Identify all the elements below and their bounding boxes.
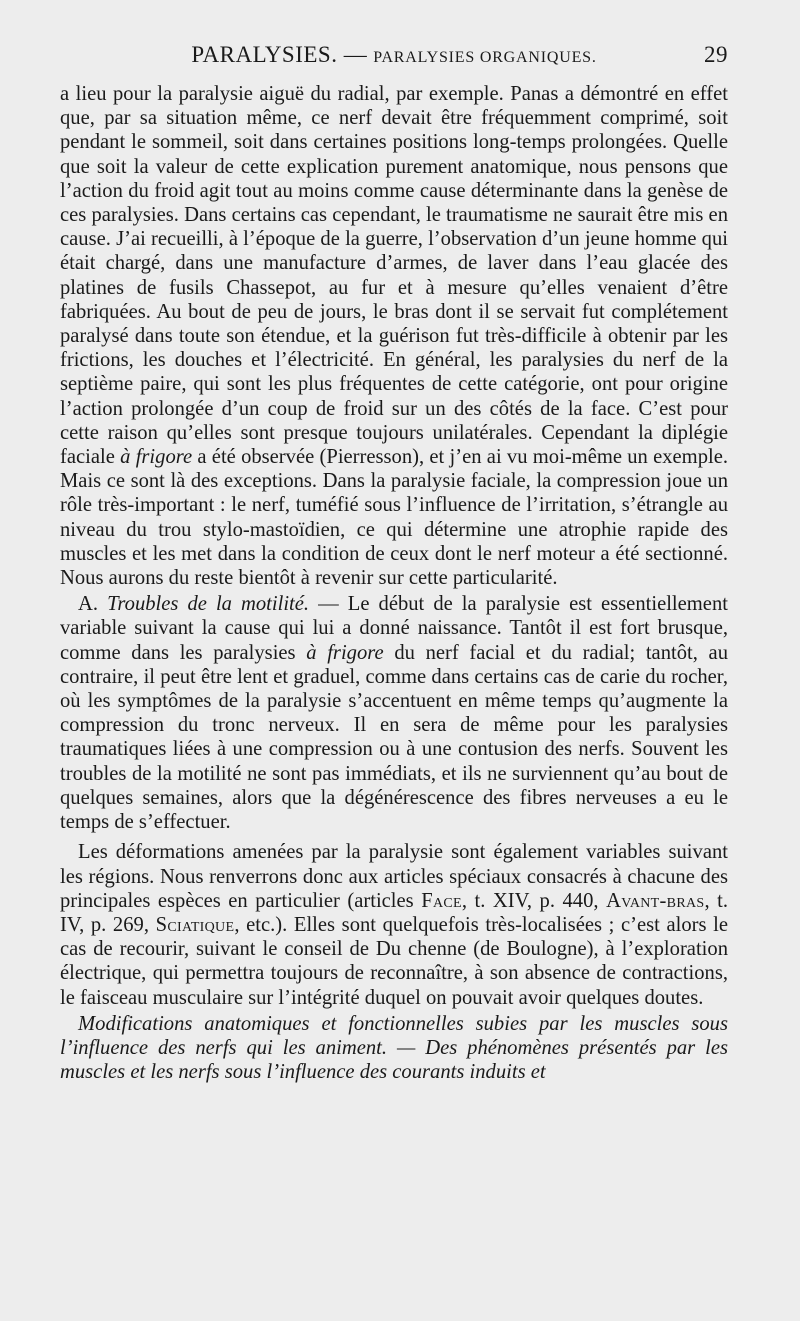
paragraph-2-italic: à frigore xyxy=(306,641,384,664)
running-header xyxy=(60,42,728,82)
running-subtitle: PARALYSIES ORGANIQUES. xyxy=(373,49,597,66)
body-text xyxy=(60,82,728,1084)
section-label: A. xyxy=(78,593,99,616)
paragraph-1-italic: à frigore xyxy=(120,446,193,469)
paragraph-3-text-3: , t. IV, p. 269, xyxy=(60,889,729,936)
paragraph-1 xyxy=(60,82,728,590)
paragraph-1-text: a lieu pour la paralysie aiguë du radial, par exemple. Panas a démontré en effet que, par sa situation même, ce nerf devait être fréquemment comprimé, soit pendant le sommeil, soit dans certaines positions long-temps prolongées. Quelle que soit la valeur de cette explication purement anatomique, nous pensons que l’action du froid agit tout au moins comme cause déterminante dans la genèse de ces paralysies. Dans certains cas cependant, le traumatisme ne saurait être mis en cause. J’ai recueilli, à l’époque de la guerre, l’observation d’un jeune homme qui était chargé, dans une manufacture d’armes, de laver dans l’eau glacée des platines de fusils Chassepot, au fur et à mesure qu’elles venaient d’être fabriquées. Au bout de peu de jours, le bras dont il se servait fut complétement paralysé dans toute son étendue, et la guérison fut très-difficile à obtenir par les frictions, les douches et l’électricité. En général, les paralysies du nerf de la septième paire, qui sont les plus fréquentes de cette catégorie, ont pour origine l’action prolongée d’un coup de froid sur un des côtés de la face. C’est pour cette raison qu’elles sont presque toujours unilatérales. Cependant la diplégie faciale xyxy=(60,83,728,469)
paragraph-3-text: Les déformations amenées par la paralysie sont également variables suivant les régions. Nous renverrons donc aux articles spéciaux consacrés à chacune des principales espèces en particulier (articles xyxy=(60,841,728,912)
ref-avant-bras: Avant-bras xyxy=(606,889,705,912)
ref-face: Face xyxy=(421,889,462,912)
paragraph-4-italic: Modifications anatomiques et fonctionnelles subies par les muscles sous l’influence des nerfs qui les animent. — Des phénomènes présentés par les muscles et les nerfs sous l’influence des courants induits et xyxy=(60,1012,728,1084)
paragraph-2-text-cont: du nerf facial et du radial; tantôt, au contraire, il peut être lent et graduel, comme dans certains cas de carie du rocher, où les symptômes de la paralysie s’accentuent en même temps qu’augmente la compression du tronc nerveux. Il en sera de même pour les paralysies traumatiques liées à une compression ou à une contusion des nerfs. Souvent les troubles de la motilité ne sont pas immédiats, et ils ne surviennent qu’au bout de quelques semaines, alors que la dégénérescence des fibres nerveuses a eu le temps de s’effectuer. xyxy=(60,641,728,834)
running-title: PARALYSIES. — xyxy=(191,42,368,67)
ref-sciatique: Sciatique xyxy=(155,913,235,936)
paragraph-2 xyxy=(60,592,728,834)
paragraph-3-text-2: , t. XIV, p. 440, xyxy=(461,889,599,912)
paragraph-3-text-4: , etc.). Elles sont quelquefois très-localisées ; c’est alors le cas de recourir, suivant le conseil de Du chenne (de Boulogne), à l’exploration électrique, qui permettra toujours de reconnaître, à son absence de contractions, le faisceau musculaire sur l’intégrité duquel on pouvait avoir quelques doutes. xyxy=(60,913,728,1009)
paragraph-3 xyxy=(60,840,728,1009)
paragraph-2-text: — Le début de la paralysie est essentiellement variable suivant la cause qui lui a donné naissance. Tantôt il est fort brusque, comme dans les paralysies xyxy=(60,593,728,664)
paragraph-4 xyxy=(60,1012,728,1085)
section-title: Troubles de la motilité. xyxy=(107,593,310,616)
page-number: 29 xyxy=(704,42,728,67)
paragraph-1-text-cont: a été observée (Pierresson), et j’en ai vu moi-même un exemple. Mais ce sont là des exceptions. Dans la paralysie faciale, la compression joue un rôle très-important : le nerf, tuméfié sous l’influence de l’irritation, s’étrangle au niveau du trou stylo-mastoïdien, ce qui détermine une atrophie rapide des muscles et les met dans la condition de ceux dont le nerf moteur a été sectionné. Nous aurons du reste bientôt à revenir sur cette particularité. xyxy=(60,446,729,590)
